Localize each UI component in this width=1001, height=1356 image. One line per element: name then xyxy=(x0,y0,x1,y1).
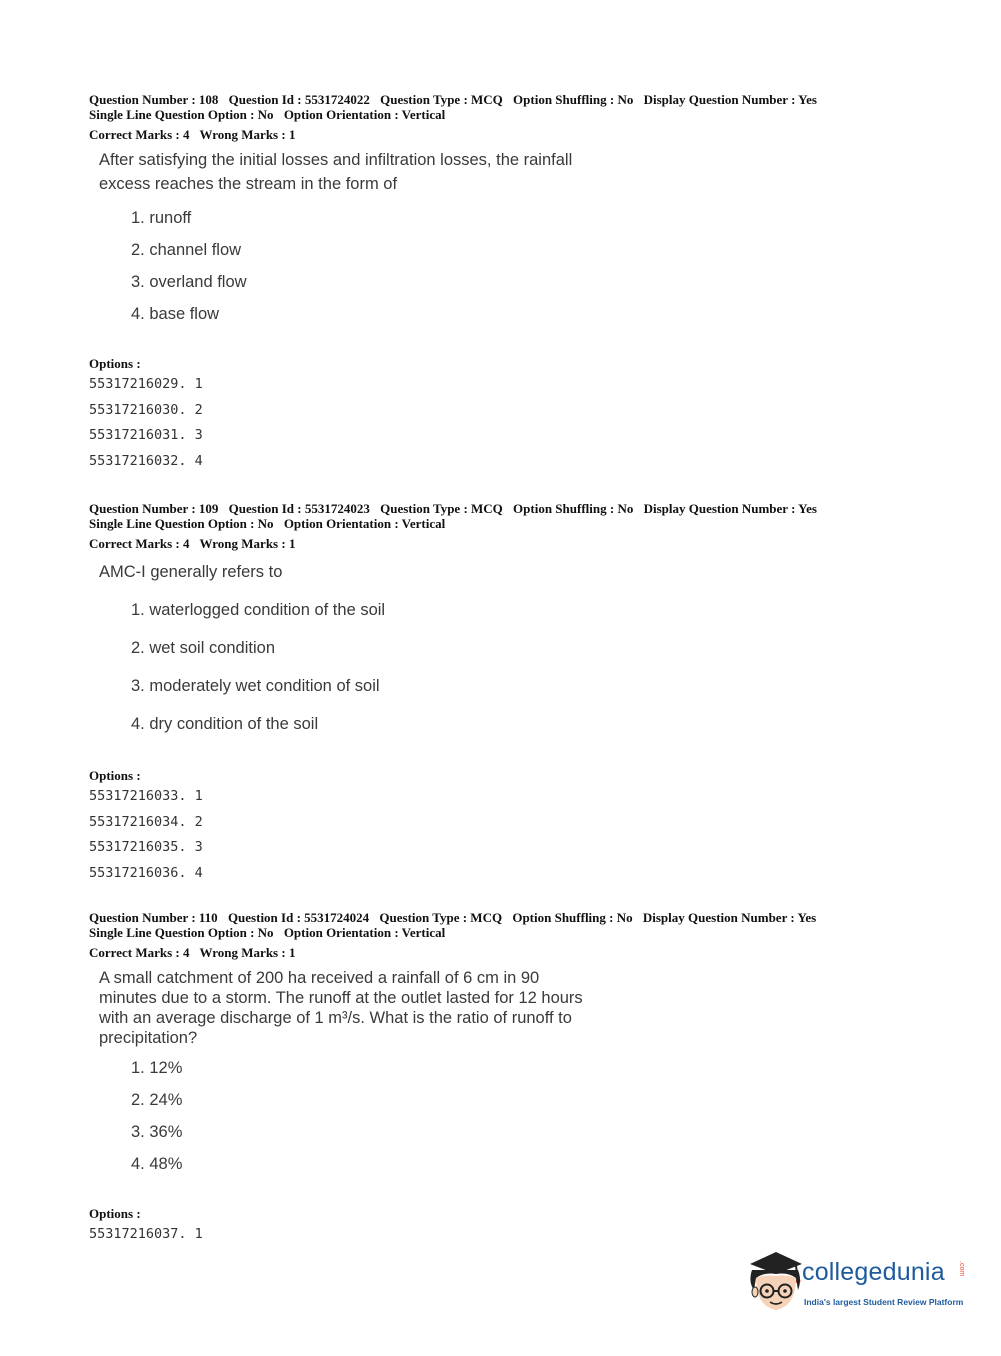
question-text: AMC-I generally refers to xyxy=(99,563,283,581)
options-list xyxy=(89,1222,949,1248)
option-id: 55317216029. 1 xyxy=(89,376,203,392)
option-id: 55317216036. 4 xyxy=(89,864,203,881)
logo-tagline: India's largest Student Review Platform xyxy=(804,1297,964,1307)
marks-line: Correct Marks : 4 Wrong Marks : 1 xyxy=(89,127,296,142)
choice-item: 2. wet soil condition xyxy=(131,639,275,657)
question-header-line2: Single Line Question Option : No Option Orientation : Vertical xyxy=(89,925,446,940)
question-header: Question Number : 109 Question Id : 5531724023 Question Type : MCQ Option Shuffling : No Display Question Number : Yes xyxy=(89,501,817,516)
choice-item: 2. channel flow xyxy=(131,241,242,259)
question-108 xyxy=(89,92,949,474)
question-text: A small catchment of 200 ha received a rainfall of 6 cm in 90 minutes due to a storm. The runoff at the outlet lasted for 12 hours with an average discharge of 1 m³/s. What is the ratio of runoff to precipitation? xyxy=(99,969,583,1047)
question-header-line2: Single Line Question Option : No Option Orientation : Vertical xyxy=(89,516,446,531)
choice-item: 4. 48% xyxy=(131,1155,183,1173)
collegedunia-logo xyxy=(742,1250,972,1320)
option-id: 55317216034. 2 xyxy=(89,813,203,830)
options-label: Options : xyxy=(89,356,141,371)
option-id: 55317216033. 1 xyxy=(89,788,203,804)
choice-list xyxy=(131,1052,949,1180)
mascot-icon xyxy=(742,1250,804,1320)
logo-domain-suffix: .com xyxy=(958,1261,965,1277)
option-id: 55317216035. 3 xyxy=(89,839,203,855)
choice-item: 3. moderately wet condition of soil xyxy=(131,677,380,695)
option-id: 55317216031. 3 xyxy=(89,427,203,443)
question-text: After satisfying the initial losses and infiltration losses, the rainfall excess reaches the stream in the form of xyxy=(99,151,573,193)
choice-item: 4. base flow xyxy=(131,305,220,323)
choice-item: 4. dry condition of the soil xyxy=(131,715,319,733)
choice-item: 1. waterlogged condition of the soil xyxy=(131,601,386,619)
question-110 xyxy=(89,910,949,1248)
marks-line: Correct Marks : 4 Wrong Marks : 1 xyxy=(89,945,296,960)
options-list xyxy=(89,784,949,886)
choice-item: 3. 36% xyxy=(131,1123,183,1141)
choice-list xyxy=(131,591,949,743)
question-109 xyxy=(89,501,949,886)
options-list xyxy=(89,372,949,474)
option-id: 55317216037. 1 xyxy=(89,1226,203,1242)
choice-list xyxy=(131,202,949,330)
marks-line: Correct Marks : 4 Wrong Marks : 1 xyxy=(89,536,296,551)
logo-wordmark: collegedunia xyxy=(802,1258,945,1286)
choice-item: 1. runoff xyxy=(131,209,192,227)
choice-item: 2. 24% xyxy=(131,1091,183,1109)
option-id: 55317216032. 4 xyxy=(89,452,203,469)
question-header-line2: Single Line Question Option : No Option Orientation : Vertical xyxy=(89,107,446,122)
options-label: Options : xyxy=(89,768,141,783)
choice-item: 3. overland flow xyxy=(131,273,247,291)
question-header: Question Number : 110 Question Id : 5531724024 Question Type : MCQ Option Shuffling : No Display Question Number : Yes xyxy=(89,910,817,925)
option-id: 55317216030. 2 xyxy=(89,401,203,418)
question-header: Question Number : 108 Question Id : 5531724022 Question Type : MCQ Option Shuffling : No Display Question Number : Yes xyxy=(89,92,817,107)
options-label: Options : xyxy=(89,1206,141,1221)
choice-item: 1. 12% xyxy=(131,1059,183,1077)
